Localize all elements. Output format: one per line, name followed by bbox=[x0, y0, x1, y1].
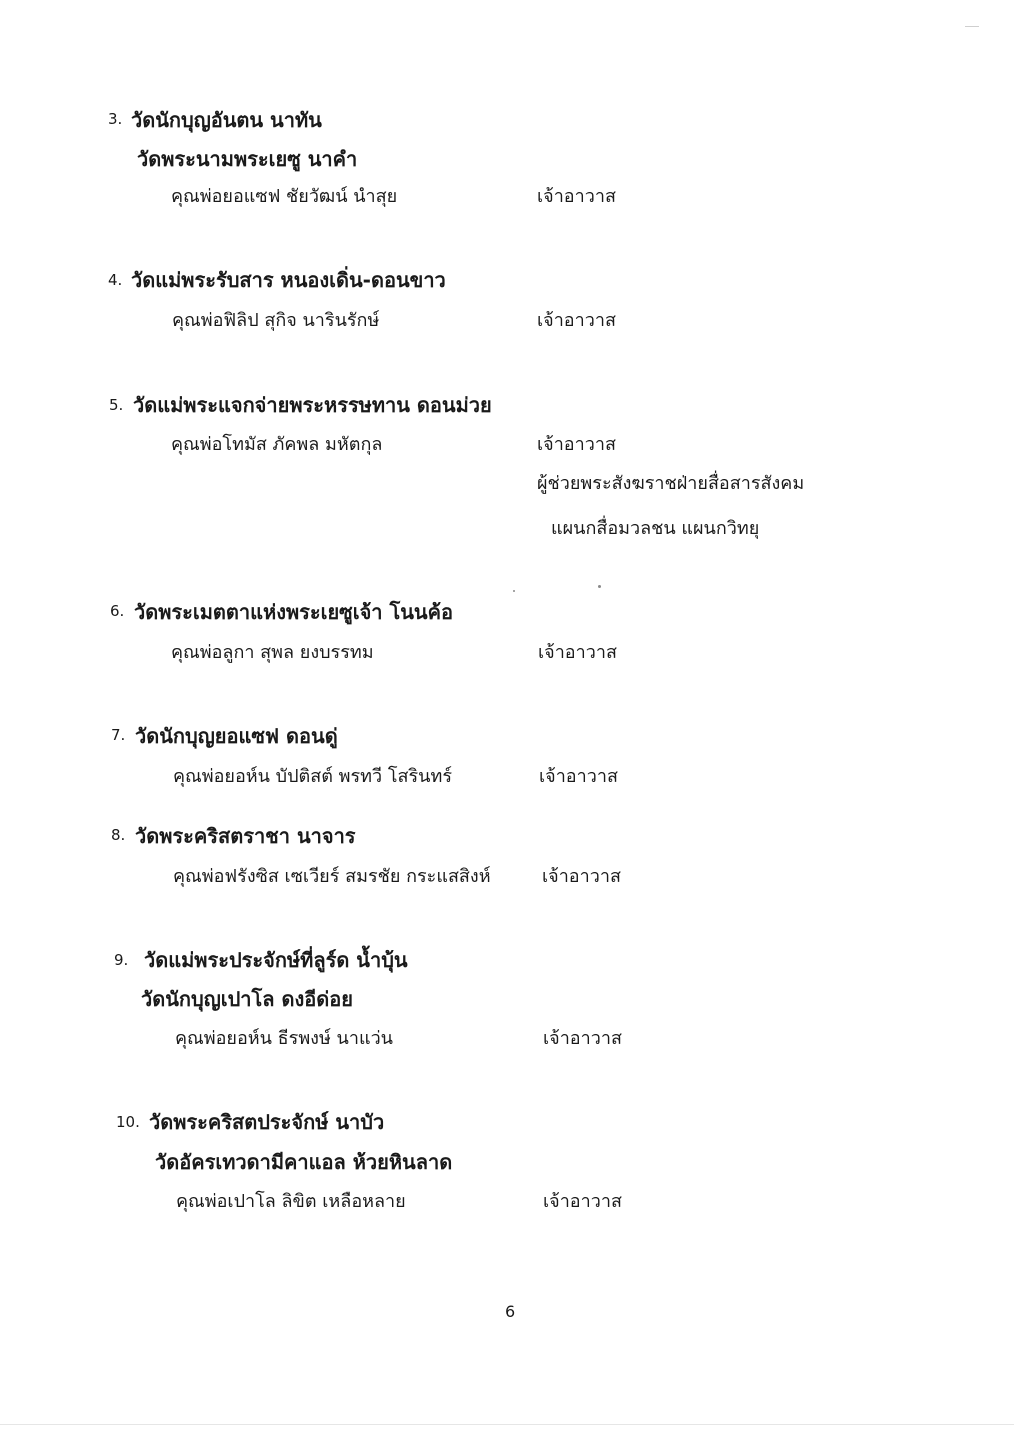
entry-name: คุณพ่อโทมัส ภัคพล มหัตกุล bbox=[171, 434, 383, 455]
entry-number: 9. bbox=[114, 951, 129, 969]
entry-role: เจ้าอาวาส bbox=[543, 1191, 622, 1212]
entry-title: วัดแม่พระรับสาร หนองเดิ่น-ดอนขาว bbox=[131, 268, 446, 292]
entry-role: เจ้าอาวาส bbox=[537, 186, 616, 207]
entry-number: 4. bbox=[108, 271, 123, 289]
entry-role: เจ้าอาวาส bbox=[543, 1028, 622, 1049]
scan-speck bbox=[965, 26, 979, 27]
entry-name: คุณพ่อฟิลิป สุกิจ นารินรักษ์ bbox=[172, 310, 380, 331]
entry-title: วัดพระคริสตราชา นาจาร bbox=[135, 824, 356, 848]
entry-name: คุณพ่อฟรังซิส เซเวียร์ สมรชัย กระแสสิงห์ bbox=[173, 866, 491, 887]
entry-note: แผนกสื่อมวลชน แผนกวิทยุ bbox=[551, 518, 760, 539]
entry-role: เจ้าอาวาส bbox=[537, 310, 616, 331]
entry-role: เจ้าอาวาส bbox=[537, 434, 616, 455]
entry-title: วัดพระเมตตาแห่งพระเยซูเจ้า โนนค้อ bbox=[134, 600, 453, 624]
entry-number: 7. bbox=[111, 726, 126, 744]
entry-title: วัดแม่พระแจกจ่ายพระหรรษทาน ดอนม่วย bbox=[133, 393, 492, 417]
entry-title: วัดนักบุญเปาโล ดงอีด่อย bbox=[141, 987, 353, 1011]
scan-edge-line bbox=[0, 1424, 1014, 1425]
entry-number: 3. bbox=[108, 110, 123, 128]
entry-number: 8. bbox=[111, 826, 126, 844]
entry-title: วัดพระนามพระเยซู นาคำ bbox=[137, 147, 358, 171]
entry-title: วัดแม่พระประจักษ์ที่ลูร์ด น้ำบุ้น bbox=[144, 948, 408, 972]
entry-title: วัดพระคริสตประจักษ์ นาบัว bbox=[149, 1110, 385, 1134]
scan-speck bbox=[598, 585, 601, 588]
entry-title: วัดนักบุญอันตน นาทัน bbox=[131, 108, 322, 132]
entry-number: 6. bbox=[110, 602, 125, 620]
entry-role: เจ้าอาวาส bbox=[538, 642, 617, 663]
entry-name: คุณพ่อลูกา สุพล ยงบรรทม bbox=[171, 642, 374, 663]
entry-name: คุณพ่อยอห์น บัปติสต์ พรทวี โสรินทร์ bbox=[173, 766, 452, 787]
entry-role: เจ้าอาวาส bbox=[542, 866, 621, 887]
entry-number: 10. bbox=[116, 1113, 140, 1131]
entry-role: เจ้าอาวาส bbox=[539, 766, 618, 787]
page-number: 6 bbox=[505, 1302, 516, 1321]
entry-name: คุณพ่อยอแซฟ ชัยวัฒน์ นำสุย bbox=[171, 186, 398, 207]
entry-title: วัดอัครเทวดามีคาแอล ห้วยหินลาด bbox=[155, 1150, 453, 1174]
entry-title: วัดนักบุญยอแซฟ ดอนดู่ bbox=[135, 724, 338, 748]
scan-speck bbox=[513, 590, 515, 592]
entry-name: คุณพ่อยอห์น ธีรพงษ์ นาแว่น bbox=[175, 1028, 393, 1049]
entry-note: ผู้ช่วยพระสังฆราชฝ่ายสื่อสารสังคม bbox=[537, 473, 805, 494]
entry-number: 5. bbox=[109, 396, 124, 414]
entry-name: คุณพ่อเปาโล ลิขิต เหลือหลาย bbox=[176, 1191, 406, 1212]
